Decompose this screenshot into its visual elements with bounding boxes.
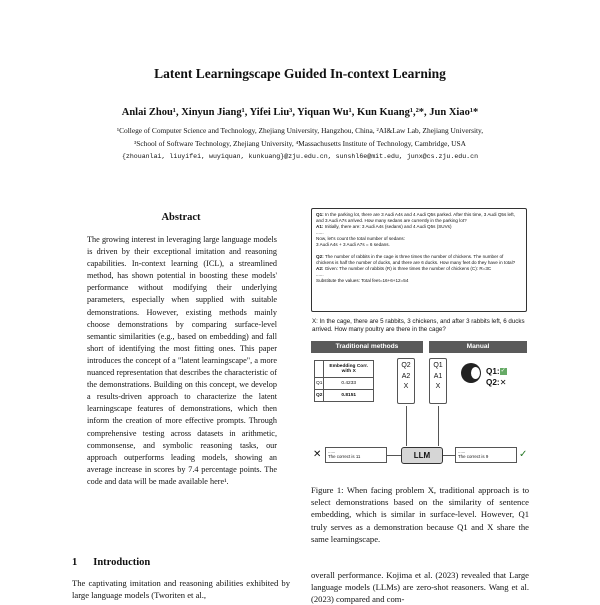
a1-label: A1: [316, 224, 324, 230]
output-left-ellipsis: ...... [328, 449, 336, 454]
section-number: 1 [72, 557, 78, 568]
q1-result-label: Q1: [486, 367, 500, 376]
trad-col-item: X [403, 383, 409, 390]
q2-label: Q2: [316, 253, 324, 259]
table-cell-value: 0.8151 [324, 390, 374, 402]
a2-ellipsis: ...... [316, 271, 324, 277]
a2-line-2: Substitute the values: Total feet=16+6+12=54 [316, 277, 409, 283]
q2-text: The number of rabbits in the cage is three times the number of chickens. The number of chickens is half the number of ducks, and there are 6 ducks. How many feet do they have in total? [316, 253, 516, 265]
paper-title: Latent Learningscape Guided In-context Learning [154, 66, 446, 81]
llm-box: LLM [401, 447, 443, 464]
a1-line-2: Now, let's count the total number of sedans: [316, 236, 405, 242]
demonstration-box [311, 208, 527, 312]
manual-col-item: X [435, 383, 441, 390]
abstract-text: The growing interest in leveraging large language models is driven by their exceptional imitation and reasoning capabilities. In-context learning (ICL), a streamlined method, has shown potential in boosting these models' performance without modifying their underlying parameters, especially when supplied with suitable demonstrations. However, existing methods mainly choose demonstrations by comparing surface-level semantic similarities (e.g., based on embedding) and fall short of identifying the most fitting ones. This paper introduces the concept of a "latent learningscape", a more nuanced representation that describes the characteristic of the demonstrations. Building on this concept, we develop a results-driven approach to characterize the latent learningscape features of demonstrations, which then inform the creation of more effective prompts. Through comprehensive testing across datasets in arithmetic, commonsense, and symbolic reasoning tasks, our approach outperforms leading models, showing an average increase in scores by 7.4 percentage points. The code and data will be made available here¹. [87, 235, 277, 486]
x-question: X: In the cage, there are 5 rabbits, 3 chickens, and after 3 rabbits left, 6 ducks arrived. How many poultry are there in the cage? [312, 318, 525, 333]
a2-label: A2: [316, 265, 324, 271]
trad-col-item: Q2 [401, 362, 411, 369]
q1-label: Q1: [316, 212, 324, 217]
q2-result-label: Q2: [486, 378, 500, 387]
table-cell-value: 0.4233 [324, 378, 374, 390]
affiliation-line-1: ¹College of Computer Science and Technology, Zhejiang University, Hangzhou, China, ²AI&Law Lab, Zhejiang University, [116, 126, 484, 135]
correct-mark-icon: ✓ [519, 449, 528, 460]
check-icon: ✓ [500, 368, 506, 375]
table-cell-q: Q2 [315, 390, 324, 402]
manual-header: Manual [429, 341, 527, 353]
author-emails: {zhouanlai, liuyifei, wuyiquan, kunkuang}@zju.edu.cn, sunshl6e@mit.edu, junx@cs.zju.edu.cn [121, 153, 479, 160]
table-row [315, 378, 374, 390]
figure-caption: Figure 1: When facing problem X, traditional approach is to select demonstrations based on the similarity of sentence embedding, which is similar in surface-level. However, Q1 truly serves as a demonstration because Q1 and X share the same learningscape. [311, 485, 529, 544]
arrow-llm-to-left [387, 455, 401, 456]
intro-text-right: overall performance. Kojima et al. (2023) revealed that Large language models (LLMs) are zero-shot reasoners. Wang et al. (2023) compared and com- [311, 570, 529, 604]
manual-judgement [486, 366, 507, 388]
section-heading [72, 557, 166, 568]
similarity-table [314, 360, 374, 402]
traditional-prompt-column [397, 358, 415, 404]
wrong-mark-icon: ✕ [313, 449, 322, 460]
affiliation-line-2: ³School of Software Technology, Zhejiang University, ⁴Massachusetts Institute of Technology, Cambridge, USA [134, 139, 466, 148]
table-cell-q: Q1 [315, 378, 324, 390]
manual-col-item: Q1 [433, 362, 443, 369]
output-left [325, 447, 387, 463]
section-title: Introduction [93, 557, 151, 568]
output-right-ellipsis: ...... [458, 449, 466, 454]
intro-text-left: The captivating imitation and reasoning abilities exhibited by large language models (Tworiten et al., [72, 578, 290, 600]
human-head-icon [461, 363, 481, 383]
arrow-llm-to-right [442, 455, 455, 456]
output-right [455, 447, 517, 463]
arrow-manual-to-llm [438, 406, 439, 446]
table-header: Embedding Corr. with X [324, 361, 374, 378]
traditional-methods-header: Traditional methods [311, 341, 423, 353]
trad-col-item: A2 [401, 372, 411, 380]
output-left-text: The correct is 11 [328, 454, 361, 460]
cross-icon: ✕ [499, 378, 507, 388]
table-row [315, 390, 374, 402]
abstract-heading: Abstract [161, 212, 201, 223]
output-right-text: The correct is 9 [458, 454, 489, 460]
manual-prompt-column [429, 358, 447, 404]
a1-text: Initially, there are: 3 Audi A4s (sedans) and 4 Audi Q5s (SUVs) [324, 224, 452, 230]
arrow-traditional-to-llm [406, 406, 407, 446]
q1-text: In the parking lot, there are 3 Audi A4s and 4 Audi Q5s parked. After this time, 3 Audi Q5s left, and 3 Audi A7s arrived. How many sedans are currently in the parking lot? [316, 212, 515, 224]
a1-line-3: 3 Audi A4s + 3 Audi A7s = 6 sedans. [316, 242, 390, 248]
a1-ellipsis: ...... [316, 230, 324, 236]
a2-text: Given: The number of rabbits (R) is three times the number of chickens (C): R=3C [324, 265, 492, 271]
manual-col-item: A1 [433, 372, 443, 380]
figure-1 [311, 208, 529, 474]
author-list: Anlai Zhou¹, Xinyun Jiang¹, Yifei Liu³, Yiquan Wu¹, Kun Kuang¹,²*, Jun Xiao¹* [121, 107, 479, 118]
